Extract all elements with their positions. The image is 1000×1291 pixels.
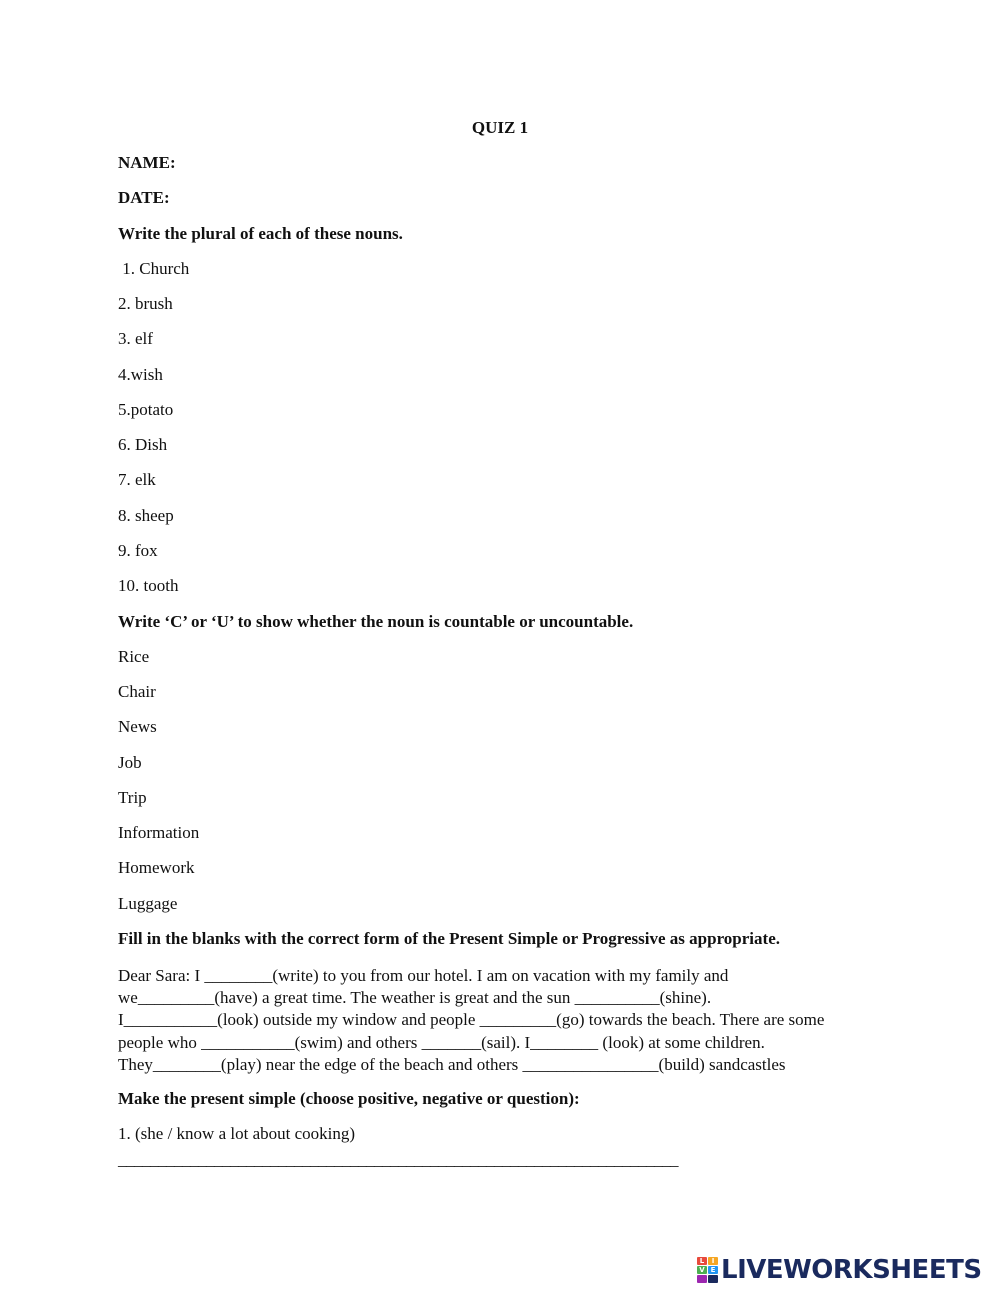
noun-item: Information bbox=[118, 823, 200, 842]
section1-heading: Write the plural of each of these nouns. bbox=[118, 224, 403, 243]
noun-item: Job bbox=[118, 753, 142, 772]
liveworksheets-logo bbox=[697, 1255, 982, 1285]
answer-line: ______________________________________________________________________ bbox=[118, 1150, 678, 1169]
logo-mark-cell bbox=[697, 1275, 707, 1283]
plural-item: 1. Church bbox=[118, 259, 190, 278]
paragraph-line: Dear Sara: I ________(write) to you from our hotel. I am on vacation with my family and bbox=[118, 966, 729, 985]
noun-item: News bbox=[118, 717, 157, 736]
plural-item: 7. elk bbox=[118, 470, 156, 489]
noun-item: Chair bbox=[118, 682, 156, 701]
date-label: DATE: bbox=[118, 188, 170, 207]
section3-heading: Fill in the blanks with the correct form of the Present Simple or Progressive as appropriate. bbox=[118, 929, 780, 948]
paragraph-line: They________(play) near the edge of the beach and others ________________(build) sandcastles bbox=[118, 1054, 786, 1074]
logo-mark-cell: V bbox=[697, 1266, 707, 1274]
paragraph-line: people who ___________(swim) and others _______(sail). I________ (look) at some children. bbox=[118, 1032, 765, 1052]
logo-mark-cell bbox=[708, 1275, 718, 1283]
plural-item: 4.wish bbox=[118, 365, 163, 384]
plural-item: 8. sheep bbox=[118, 506, 174, 525]
logo-mark-cell: E bbox=[708, 1266, 718, 1274]
paragraph-line: I___________(look) outside my window and people _________(go) towards the beach. There are some bbox=[118, 1010, 825, 1030]
present-simple-item: 1. (she / know a lot about cooking) bbox=[118, 1124, 356, 1143]
quiz-title: QUIZ 1 bbox=[471, 118, 529, 137]
plural-item: 6. Dish bbox=[118, 435, 168, 454]
section2-heading: Write ‘C’ or ‘U’ to show whether the noun is countable or uncountable. bbox=[118, 612, 634, 631]
plural-item: 9. fox bbox=[118, 541, 158, 560]
plural-item: 5.potato bbox=[118, 400, 174, 419]
plural-item: 10. tooth bbox=[118, 576, 179, 595]
noun-item: Luggage bbox=[118, 894, 178, 913]
section4-heading: Make the present simple (choose positive, negative or question): bbox=[118, 1089, 580, 1108]
paragraph-line: we_________(have) a great time. The weather is great and the sun __________(shine). bbox=[118, 988, 712, 1008]
plural-item: 2. brush bbox=[118, 294, 173, 313]
logo-mark-icon bbox=[697, 1257, 718, 1283]
logo-mark-cell: I bbox=[708, 1257, 718, 1265]
noun-item: Trip bbox=[118, 788, 147, 807]
noun-item: Rice bbox=[118, 647, 150, 666]
fill-in-paragraph bbox=[118, 965, 878, 1076]
logo-mark-cell: L bbox=[697, 1257, 707, 1265]
plural-item: 3. elf bbox=[118, 329, 153, 348]
logo-text: LIVEWORKSHEETS bbox=[721, 1255, 982, 1285]
noun-item: Homework bbox=[118, 858, 195, 877]
name-label: NAME: bbox=[118, 153, 176, 172]
